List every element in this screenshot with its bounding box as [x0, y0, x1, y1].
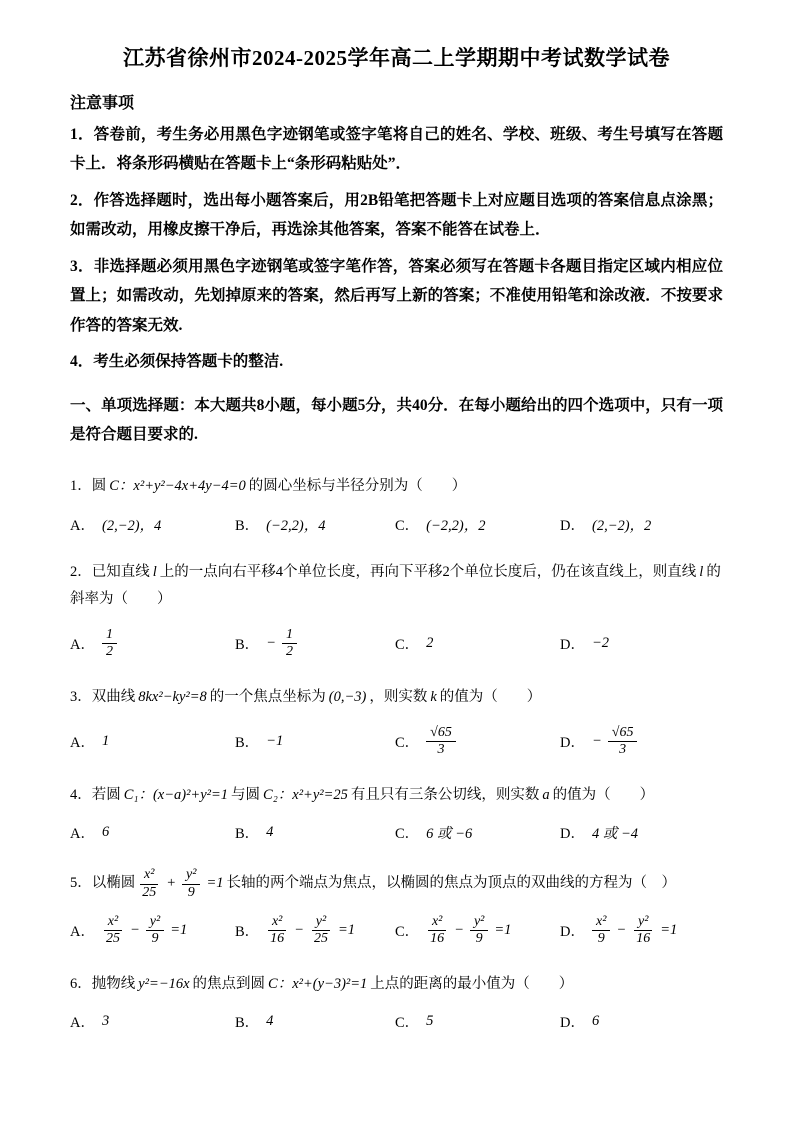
option-a [70, 1011, 235, 1032]
stem-text: 5．以椭圆 [70, 875, 136, 892]
option-label: C． [395, 923, 420, 940]
stem-text: 上的一点向右平移4个单位长度，再向下平移2个单位长度后，仍在该直线上，则直线 [159, 563, 697, 580]
question-6-stem [70, 971, 723, 999]
fraction-denominator: 2 [285, 644, 293, 660]
math-formula: C：x²+(y−3)²=1 [268, 975, 368, 992]
question-3 [70, 684, 723, 758]
stem-text: 的值为（ ） [439, 689, 542, 706]
fraction-denominator: 2 [105, 644, 113, 660]
option-label: A． [70, 1015, 95, 1032]
option-value: 2 [426, 635, 434, 652]
equals-sign: =1 [660, 921, 678, 938]
question-3-options [70, 725, 723, 758]
option-b [235, 514, 395, 535]
fraction [102, 914, 124, 947]
fraction-denominator: 16 [430, 930, 445, 946]
stem-text: 的一个焦点坐标为 [209, 689, 326, 706]
fraction-denominator: 3 [437, 741, 445, 757]
fraction-numerator: y² [312, 914, 330, 931]
option-d [560, 1011, 723, 1032]
stem-text: 1．圆 [70, 478, 107, 495]
option-label: B． [235, 923, 260, 940]
option-label: D． [560, 923, 585, 940]
option-label: C． [395, 517, 420, 534]
page-title: 江苏省徐州市2024-2025学年高二上学期期中考试数学试卷 [123, 46, 670, 70]
fraction-numerator: 1 [102, 627, 117, 644]
question-1 [70, 473, 723, 535]
fraction [470, 914, 488, 947]
fraction [146, 914, 164, 947]
question-2 [70, 559, 723, 660]
question-1-stem [70, 473, 723, 501]
equals-sign: =1 [206, 875, 224, 892]
option-label: B． [235, 734, 260, 751]
math-variable: a [542, 786, 550, 803]
stem-text: 的值为（ ） [552, 786, 655, 803]
fraction-denominator: 25 [105, 930, 120, 946]
fraction-numerator: x² [140, 867, 158, 884]
fraction [426, 725, 456, 758]
option-label: D． [560, 637, 585, 654]
math-formula: C₁：(x−a)²+y²=1 [123, 786, 229, 803]
option-label: B． [235, 1015, 260, 1032]
question-4-stem [70, 782, 723, 810]
fraction [102, 627, 117, 660]
option-b [235, 731, 395, 752]
option-b [235, 1011, 395, 1032]
option-label: D． [560, 826, 585, 843]
fraction-numerator: √65 [426, 725, 456, 742]
fraction-numerator: y² [634, 914, 652, 931]
option-d [560, 822, 723, 843]
option-value: −1 [266, 732, 284, 749]
option-c [395, 822, 560, 843]
option-value: 6 [591, 1013, 600, 1030]
option-a [70, 822, 235, 843]
stem-text: 的焦点到圆 [192, 975, 266, 992]
minus-sign: − [591, 732, 602, 749]
fraction-numerator: y² [470, 914, 488, 931]
option-value: −2 [591, 635, 610, 652]
equals-sign: =1 [337, 921, 356, 938]
plus-sign: + [166, 875, 177, 892]
math-formula: (0,−3) [328, 689, 367, 706]
fraction-numerator: 1 [282, 627, 297, 644]
equals-sign: =1 [494, 921, 512, 938]
fraction-denominator: 16 [636, 930, 651, 946]
option-label: D． [560, 1015, 585, 1032]
question-1-options [70, 514, 723, 535]
option-label: D． [560, 517, 585, 534]
option-value: 6 或 −6 [426, 826, 473, 843]
option-value: (−2,2)，2 [426, 517, 486, 534]
fraction-denominator: 9 [475, 930, 483, 946]
option-value: 5 [426, 1013, 434, 1030]
question-5 [70, 867, 723, 946]
stem-text: 6．抛物线 [70, 975, 136, 992]
option-a [70, 731, 235, 752]
fraction-denominator: 9 [151, 930, 159, 946]
math-variable: k [430, 689, 437, 706]
fraction-numerator: x² [268, 914, 286, 931]
option-label: A． [70, 923, 95, 940]
notice-heading: 注意事项 [70, 95, 135, 112]
option-label: A． [70, 826, 95, 843]
notice-item-4: 4．考生必须保持答题卡的整洁. [70, 353, 284, 371]
question-5-options [70, 914, 723, 947]
option-value: 6 [101, 824, 110, 841]
option-label: B． [235, 826, 260, 843]
math-formula: y²=−16x [138, 975, 190, 992]
option-label: C． [395, 734, 420, 751]
stem-text: 4．若圆 [70, 786, 121, 803]
option-b [235, 914, 395, 947]
fraction [138, 867, 160, 900]
math-variable: l [152, 563, 157, 580]
stem-text: 长轴的两个端点为焦点，以椭圆的焦点为顶点的双曲线的方程为（ ） [226, 875, 677, 892]
fraction-numerator: y² [146, 914, 164, 931]
stem-text: 2．已知直线 [70, 563, 150, 580]
notice-item-1: 1．答卷前，考生务必用黑色字迹钢笔或签字笔将自己的姓名、学校、班级、考生号填写在答题卡上．将条形码横贴在答题卡上“条形码粘贴处”． [70, 126, 723, 173]
option-d [560, 914, 723, 947]
option-a [70, 627, 235, 660]
question-2-stem [70, 559, 723, 614]
math-formula: C₂：x²+y²=25 [263, 786, 348, 803]
fraction-numerator: x² [104, 914, 122, 931]
minus-sign: − [616, 921, 627, 938]
notice-item-3: 3．非选择题必须用黑色字迹钢笔或签字笔作答，答案必须写在答题卡各题目指定区域内相应位置上；如需改动，先划掉原来的答案，然后再写上新的答案；不准使用铅笔和涂改液．不按要求作答的答案无效. [70, 257, 723, 334]
option-value: (2,−2)，4 [101, 517, 162, 534]
fraction-denominator: 3 [619, 741, 627, 757]
option-value: (−2,2)，4 [266, 517, 326, 534]
minus-sign: − [294, 921, 304, 938]
option-c [395, 514, 560, 535]
math-variable: l [699, 563, 704, 580]
minus-sign: − [129, 921, 140, 938]
fraction [182, 867, 200, 900]
option-label: D． [560, 734, 585, 751]
fraction [426, 914, 448, 947]
option-d [560, 633, 723, 654]
fraction [310, 914, 332, 947]
option-d [560, 514, 723, 535]
option-value: 4 [266, 824, 274, 841]
math-formula: 8kx²−ky²=8 [138, 689, 207, 706]
option-value: 3 [101, 1013, 110, 1030]
stem-text: 的斜率为（ ） [70, 563, 721, 608]
question-6-options [70, 1011, 723, 1032]
stem-text: 与圆 [231, 786, 261, 803]
option-c [395, 914, 560, 947]
option-d [560, 725, 723, 758]
option-c [395, 1011, 560, 1032]
fraction-numerator: x² [428, 914, 446, 931]
fraction [632, 914, 654, 947]
question-4 [70, 782, 723, 844]
minus-sign: − [454, 921, 464, 938]
option-value: 4 或 −4 [591, 826, 639, 843]
option-value: (2,−2)，2 [591, 517, 652, 534]
option-value: 4 [266, 1013, 274, 1030]
fraction-denominator: 9 [187, 884, 195, 900]
stem-text: 3．双曲线 [70, 689, 136, 706]
question-6 [70, 971, 723, 1033]
option-label: C． [395, 637, 420, 654]
option-label: C． [395, 1015, 420, 1032]
question-2-options [70, 627, 723, 660]
option-label: B． [235, 517, 260, 534]
question-3-stem [70, 684, 723, 712]
question-4-options [70, 822, 723, 843]
fraction [608, 725, 638, 758]
option-c [395, 725, 560, 758]
question-5-stem [70, 867, 723, 900]
fraction-denominator: 25 [313, 930, 328, 946]
option-label: A． [70, 517, 95, 534]
option-label: B． [235, 637, 260, 654]
fraction-numerator: √65 [608, 725, 638, 742]
fraction-numerator: x² [592, 914, 610, 931]
fraction [266, 914, 288, 947]
fraction-denominator: 9 [597, 930, 605, 946]
fraction-denominator: 16 [270, 930, 285, 946]
option-label: A． [70, 637, 95, 654]
minus-sign: − [266, 635, 276, 652]
stem-text: 有且只有三条公切线，则实数 [350, 786, 540, 803]
fraction-numerator: y² [182, 867, 200, 884]
notice-item-2: 2．作答选择题时，选出每小题答案后，用2B铅笔把答题卡上对应题目选项的答案信息点涂黑；如需改动，用橡皮擦干净后，再选涂其他答案，答案不能答在试卷上． [70, 191, 723, 239]
stem-text: 上点的距离的最小值为（ ） [370, 975, 574, 992]
fraction-denominator: 25 [142, 884, 157, 900]
option-b [235, 822, 395, 843]
option-a [70, 914, 235, 947]
stem-text: 的圆心坐标与半径分别为（ ） [248, 478, 467, 495]
option-value: 1 [101, 732, 110, 749]
option-c [395, 633, 560, 654]
stem-text: ，则实数 [369, 689, 428, 706]
option-a [70, 514, 235, 535]
option-label: A． [70, 734, 95, 751]
math-formula: C：x²+y²−4x+4y−4=0 [109, 478, 246, 495]
fraction [282, 627, 297, 660]
option-label: C． [395, 826, 420, 843]
section-intro: 一、单项选择题：本大题共8小题，每小题5分，共40分．在每小题给出的四个选项中，只有一项是符合题目要求的. [70, 396, 723, 443]
fraction [592, 914, 610, 947]
option-b [235, 627, 395, 660]
equals-sign: =1 [170, 921, 188, 938]
